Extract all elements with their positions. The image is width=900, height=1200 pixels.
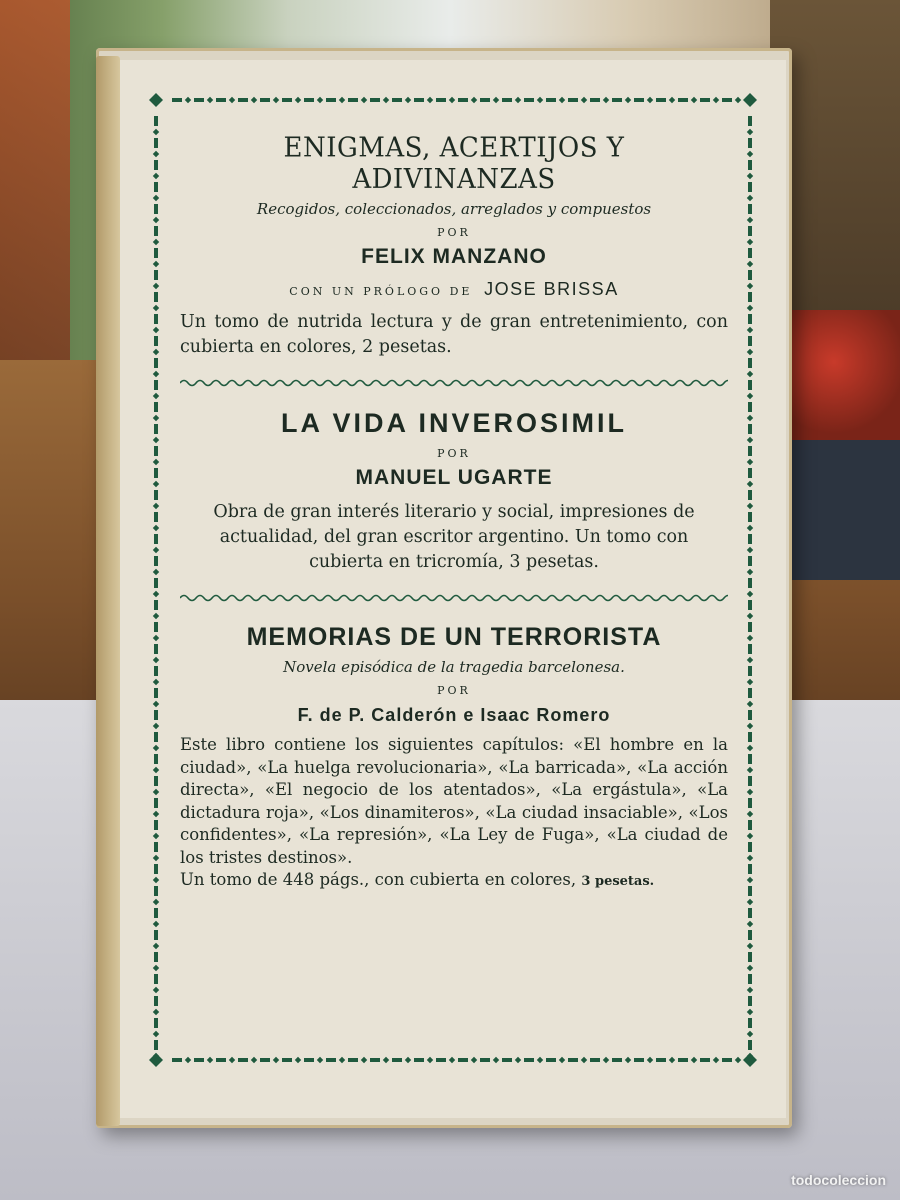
border-diamond: [713, 97, 719, 103]
ad-memorias-terrorista: [180, 623, 728, 894]
border-diamond: [747, 921, 753, 927]
border-dash: [154, 380, 158, 390]
ad-subtitle: Novela episódica de la tragedia barcelonesa.: [283, 658, 625, 676]
border-dash: [748, 864, 752, 874]
border-diamond: [747, 305, 753, 311]
ad-enigmas: [180, 134, 728, 360]
border-diamond: [747, 1031, 753, 1037]
border-dash: [590, 98, 600, 102]
background-box: [790, 440, 900, 580]
border-dash: [502, 98, 512, 102]
border-dash: [748, 468, 752, 478]
border-diamond: [153, 393, 159, 399]
border-diamond: [747, 415, 753, 421]
border-diamond: [153, 855, 159, 861]
border-diamond: [747, 701, 753, 707]
border-dash: [748, 248, 752, 258]
border-dash: [748, 644, 752, 654]
border-diamond: [153, 129, 159, 135]
border-diamond: [153, 987, 159, 993]
border-diamond: [153, 965, 159, 971]
border-diamond: [747, 239, 753, 245]
border-diamond: [747, 283, 753, 289]
border-dash: [656, 98, 666, 102]
border-diamond: [153, 151, 159, 157]
border-dash: [748, 578, 752, 588]
border-dash: [154, 556, 158, 566]
border-diamond: [153, 525, 159, 531]
border-dash: [748, 798, 752, 808]
border-dash: [748, 314, 752, 324]
border-dash: [568, 98, 578, 102]
border-diamond: [339, 97, 345, 103]
border-dash: [154, 996, 158, 1006]
border-dash: [678, 98, 688, 102]
ad-title: MEMORIAS DE UN TERRORISTA: [246, 623, 662, 651]
prologue-prefix: CON UN PRÓLOGO DE: [289, 285, 473, 298]
border-diamond: [361, 97, 367, 103]
border-dash: [748, 534, 752, 544]
border-dash: [154, 688, 158, 698]
border-dash: [748, 754, 752, 764]
border-diamond: [449, 97, 455, 103]
border-diamond: [153, 503, 159, 509]
border-diamond: [153, 877, 159, 883]
border-dash: [154, 424, 158, 434]
border-dash: [748, 776, 752, 786]
border-dash: [154, 358, 158, 368]
border-diamond: [747, 657, 753, 663]
border-diamond: [747, 1009, 753, 1015]
border-diamond: [317, 97, 323, 103]
border-diamond: [747, 261, 753, 267]
border-diamond: [735, 97, 741, 103]
page-content: [180, 134, 728, 1074]
border-diamond: [153, 305, 159, 311]
border-diamond: [153, 899, 159, 905]
border-diamond: [153, 415, 159, 421]
border-dash: [748, 402, 752, 412]
border-diamond: [747, 371, 753, 377]
border-diamond: [153, 833, 159, 839]
border-dash: [260, 98, 270, 102]
border-diamond: [747, 437, 753, 443]
border-dash: [154, 622, 158, 632]
por-label: POR: [437, 447, 471, 460]
border-diamond: [747, 569, 753, 575]
border-diamond: [747, 481, 753, 487]
border-dash: [154, 666, 158, 676]
border-dash: [700, 98, 710, 102]
border-diamond: [149, 93, 163, 107]
border-diamond: [747, 987, 753, 993]
border-diamond: [747, 195, 753, 201]
border-dash: [154, 534, 158, 544]
wavy-divider: [180, 591, 728, 605]
border-diamond: [647, 97, 653, 103]
border-diamond: [153, 745, 159, 751]
border-dash: [172, 98, 182, 102]
border-dash: [748, 820, 752, 830]
border-diamond: [153, 547, 159, 553]
border-diamond: [747, 393, 753, 399]
border-diamond: [747, 745, 753, 751]
border-diamond: [153, 349, 159, 355]
border-dash: [216, 98, 226, 102]
border-dash: [154, 490, 158, 500]
border-diamond: [747, 217, 753, 223]
border-diamond: [207, 97, 213, 103]
border-diamond: [747, 613, 753, 619]
ad-title: LA VIDA INVEROSIMIL: [280, 408, 627, 438]
border-diamond: [153, 679, 159, 685]
border-dash: [748, 622, 752, 632]
border-dash: [154, 732, 158, 742]
border-diamond: [153, 1009, 159, 1015]
border-diamond: [747, 679, 753, 685]
border-diamond: [747, 635, 753, 641]
border-diamond: [603, 97, 609, 103]
border-dash: [154, 798, 158, 808]
border-dash: [154, 930, 158, 940]
border-dash: [238, 98, 248, 102]
border-diamond: [743, 93, 757, 107]
ad-description: Un tomo de nutrida lectura y de gran entretenimiento, con cubierta en colores, 2 pesetas.: [180, 312, 728, 357]
border-diamond: [153, 767, 159, 773]
border-dash: [748, 556, 752, 566]
background-door-frame: [0, 0, 70, 360]
background-cushion: [790, 310, 900, 440]
border-diamond: [747, 833, 753, 839]
border-dash: [392, 98, 402, 102]
ad-author: FELIX MANZANO: [361, 245, 547, 268]
border-dash: [154, 270, 158, 280]
border-dash: [748, 600, 752, 610]
por-label: POR: [437, 226, 471, 239]
border-diamond: [153, 943, 159, 949]
border-dash: [748, 886, 752, 896]
border-diamond: [153, 635, 159, 641]
border-dash: [154, 446, 158, 456]
border-dash: [154, 644, 158, 654]
border-dash: [748, 688, 752, 698]
border-diamond: [747, 349, 753, 355]
border-dash: [748, 424, 752, 434]
border-dash: [348, 98, 358, 102]
border-dash: [480, 98, 490, 102]
border-dash: [154, 116, 158, 126]
price-text: 3 pesetas.: [581, 874, 655, 889]
border-diamond: [625, 97, 631, 103]
border-dash: [748, 446, 752, 456]
border-diamond: [747, 965, 753, 971]
border-dash: [154, 578, 158, 588]
border-diamond: [153, 657, 159, 663]
book-page-edges: [96, 56, 120, 1126]
border-diamond: [153, 217, 159, 223]
border-diamond: [153, 239, 159, 245]
border-dash: [154, 314, 158, 324]
border-dash: [748, 336, 752, 346]
border-diamond: [153, 283, 159, 289]
border-dash: [154, 512, 158, 522]
border-dash: [154, 182, 158, 192]
border-dash: [154, 776, 158, 786]
border-dash: [634, 98, 644, 102]
border-diamond: [747, 503, 753, 509]
border-diamond: [747, 151, 753, 157]
border-dash: [154, 600, 158, 610]
border-diamond: [149, 1053, 163, 1067]
border-dash: [748, 226, 752, 236]
border-dash: [748, 270, 752, 280]
border-dash: [748, 138, 752, 148]
border-diamond: [493, 97, 499, 103]
border-diamond: [747, 789, 753, 795]
border-diamond: [747, 767, 753, 773]
watermark-logo: todocoleccion: [791, 1172, 886, 1188]
border-dash: [154, 292, 158, 302]
border-dash: [748, 358, 752, 368]
ad-author: F. de P. Calderón e Isaac Romero: [297, 705, 611, 725]
border-diamond: [153, 261, 159, 267]
border-diamond: [747, 811, 753, 817]
border-diamond: [515, 97, 521, 103]
prologue-line: [180, 279, 728, 300]
border-dash: [154, 820, 158, 830]
border-dash: [748, 292, 752, 302]
border-dash: [612, 98, 622, 102]
volume-info: [180, 869, 728, 894]
border-dash: [748, 666, 752, 676]
border-diamond: [747, 525, 753, 531]
ad-vida-inverosimil: [180, 408, 728, 575]
border-diamond: [691, 97, 697, 103]
border-diamond: [747, 173, 753, 179]
ad-subtitle: Recogidos, coleccionados, arreglados y compuestos: [256, 200, 652, 218]
border-diamond: [405, 97, 411, 103]
border-diamond: [747, 943, 753, 949]
border-diamond: [153, 569, 159, 575]
border-dash: [748, 930, 752, 940]
border-diamond: [581, 97, 587, 103]
border-dash: [436, 98, 446, 102]
border-dash: [154, 886, 158, 896]
border-dash: [748, 512, 752, 522]
border-dash: [748, 908, 752, 918]
border-diamond: [153, 789, 159, 795]
border-diamond: [153, 1031, 159, 1037]
border-dash: [748, 996, 752, 1006]
volume-text: Un tomo de 448 págs., con cubierta en colores,: [180, 870, 577, 889]
border-dash: [748, 1040, 752, 1050]
border-diamond: [229, 97, 235, 103]
border-diamond: [153, 811, 159, 817]
wavy-divider: [180, 376, 728, 390]
border-diamond: [273, 97, 279, 103]
border-dash: [722, 98, 732, 102]
border-diamond: [153, 195, 159, 201]
border-dash: [154, 402, 158, 412]
border-dash: [748, 182, 752, 192]
border-dash: [748, 974, 752, 984]
por-label: POR: [437, 684, 471, 697]
border-dash: [414, 98, 424, 102]
border-dash: [154, 138, 158, 148]
border-dash: [154, 1018, 158, 1028]
border-diamond: [747, 327, 753, 333]
border-diamond: [537, 97, 543, 103]
border-dash: [154, 842, 158, 852]
border-dash: [748, 710, 752, 720]
border-diamond: [747, 591, 753, 597]
border-diamond: [383, 97, 389, 103]
border-diamond: [251, 97, 257, 103]
border-diamond: [185, 97, 191, 103]
border-diamond: [747, 877, 753, 883]
border-dash: [546, 98, 556, 102]
border-dash: [154, 1040, 158, 1050]
border-diamond: [427, 97, 433, 103]
border-diamond: [153, 437, 159, 443]
ad-author: MANUEL UGARTE: [355, 466, 553, 489]
ad-title: ENIGMAS, ACERTIJOS Y ADIVINANZAS: [283, 132, 625, 196]
book-page: [120, 60, 786, 1118]
border-diamond: [559, 97, 565, 103]
border-dash: [748, 204, 752, 214]
chapter-list: Este libro contiene los siguientes capítulos: «El hombre en la ciudad», «La huelga revolucionaria», «La barricada», «La acción directa», «El negocio de los atentados», «La ergástula», «La dictadura roja», «Los dinamiteros», «La ciudad insaciable», «Los confidentes», «La represión», «La Ley de Fuga», «La ciudad de los tristes destinos».: [180, 735, 728, 867]
border-dash: [326, 98, 336, 102]
border-dash: [524, 98, 534, 102]
border-diamond: [747, 723, 753, 729]
border-dash: [282, 98, 292, 102]
border-dash: [748, 952, 752, 962]
border-dash: [304, 98, 314, 102]
border-dash: [748, 380, 752, 390]
prologue-author: JOSE BRISSA: [484, 279, 619, 299]
border-diamond: [153, 327, 159, 333]
border-dash: [458, 98, 468, 102]
border-dash: [748, 490, 752, 500]
border-dash: [154, 952, 158, 962]
border-dash: [370, 98, 380, 102]
border-dash: [154, 336, 158, 346]
border-dash: [748, 1018, 752, 1028]
border-diamond: [153, 723, 159, 729]
border-dash: [194, 98, 204, 102]
border-diamond: [747, 547, 753, 553]
border-dash: [154, 908, 158, 918]
border-diamond: [153, 371, 159, 377]
border-dash: [154, 710, 158, 720]
border-dash: [748, 842, 752, 852]
border-dash: [748, 732, 752, 742]
ad-description: Obra de gran interés literario y social, impresiones de actualidad, del gran escritor argentino. Un tomo con cubierta en tricromía, 3 pesetas.: [213, 502, 695, 572]
border-dash: [748, 160, 752, 170]
border-dash: [154, 754, 158, 764]
border-diamond: [153, 613, 159, 619]
border-diamond: [735, 1057, 741, 1063]
border-diamond: [747, 855, 753, 861]
border-diamond: [295, 97, 301, 103]
border-diamond: [153, 701, 159, 707]
border-dash: [154, 160, 158, 170]
border-dash: [154, 468, 158, 478]
border-dash: [154, 226, 158, 236]
border-diamond: [153, 459, 159, 465]
border-dash: [154, 248, 158, 258]
border-diamond: [153, 591, 159, 597]
border-diamond: [669, 97, 675, 103]
border-diamond: [743, 1053, 757, 1067]
border-diamond: [471, 97, 477, 103]
border-dash: [154, 864, 158, 874]
border-dash: [748, 116, 752, 126]
border-diamond: [747, 129, 753, 135]
border-diamond: [153, 173, 159, 179]
border-diamond: [153, 921, 159, 927]
border-diamond: [747, 459, 753, 465]
border-dash: [154, 204, 158, 214]
border-diamond: [153, 481, 159, 487]
border-diamond: [747, 899, 753, 905]
border-dash: [154, 974, 158, 984]
